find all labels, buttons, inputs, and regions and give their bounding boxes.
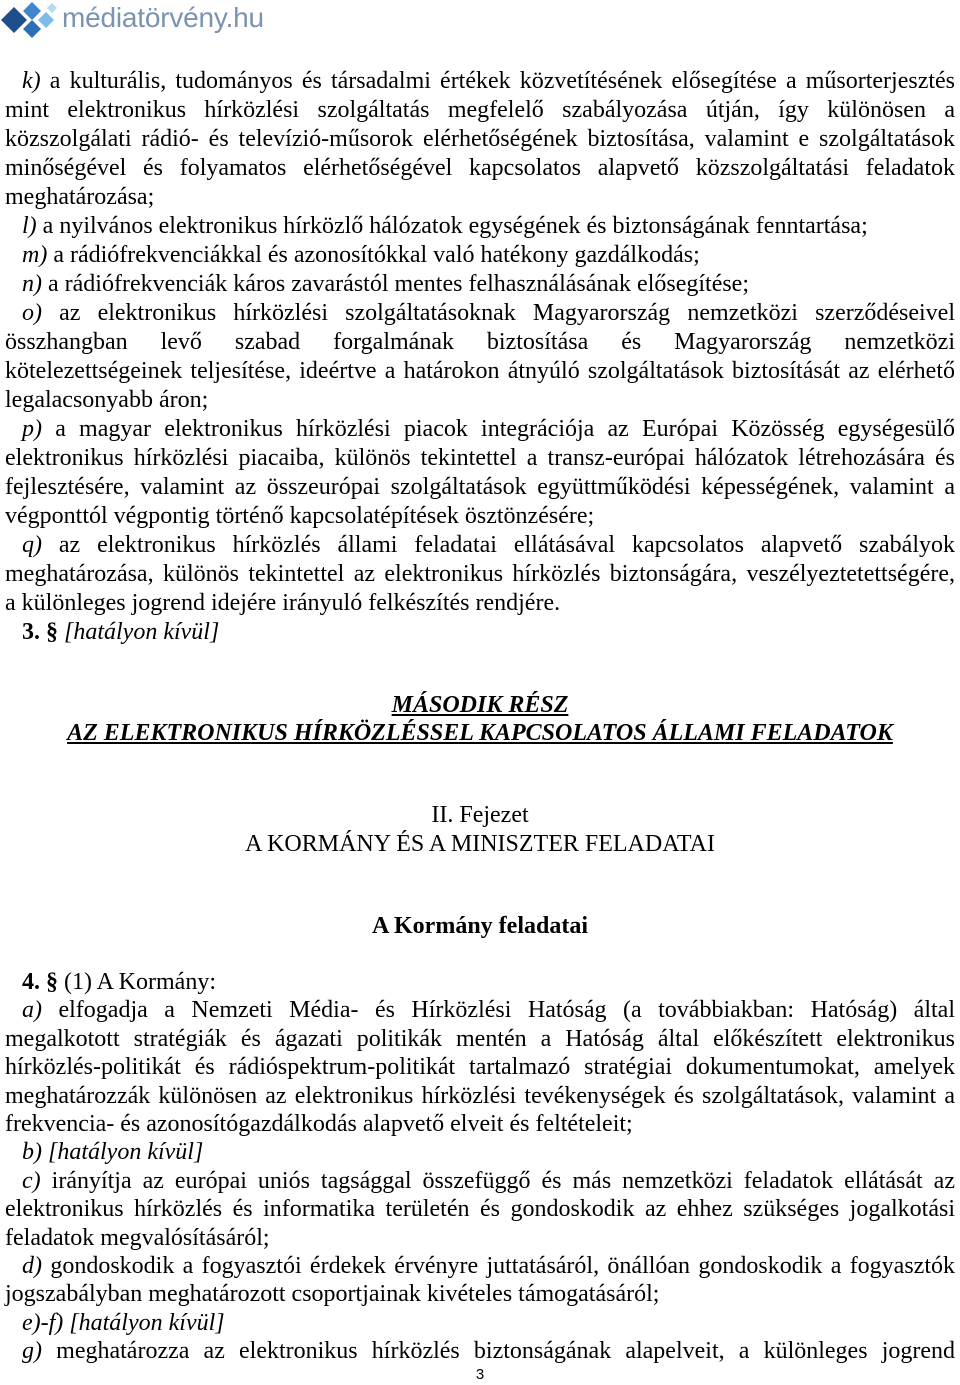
item-label: m): [22, 242, 48, 268]
text-line: [5, 270, 955, 299]
text-line: [5, 473, 955, 502]
diamond-logo-icon: [0, 0, 60, 40]
item-text: a különleges jogrend idejére irányuló felkészítés rendjére.: [5, 590, 561, 616]
text-line: [5, 1082, 955, 1110]
text-line: [5, 386, 955, 415]
text-line: [5, 1224, 955, 1252]
item-text: mint elektronikus hírközlési szolgáltatás megfelelő szabályozása útján, így különösen a: [5, 97, 955, 123]
part-heading: [0, 692, 960, 747]
list-item: [5, 1167, 955, 1252]
logo-diamond-bottom: [23, 20, 41, 38]
item-label: g): [22, 1338, 42, 1365]
item-text: minőségével és folyamatos elérhetőségével kapcsolatos alapvető közszolgáltatási feladatok: [5, 155, 955, 181]
item-text: jogszabályban meghatározott csoportjainak kivételes támogatásáról;: [5, 1281, 660, 1308]
item-label: l): [22, 213, 37, 239]
text-line: [5, 241, 955, 270]
item-text: a rádiófrekvenciákkal és azonosítókkal való hatékony gazdálkodás;: [53, 242, 700, 268]
list-item: [5, 270, 955, 299]
text-line: [5, 212, 955, 241]
list-item: [5, 531, 955, 618]
item-text: az elektronikus hírközlési szolgáltatásoknak Magyarország nemzetközi szerződéseivel: [59, 300, 955, 326]
item-text: a kulturális, tudományos és társadalmi értékek közvetítésének elősegítése a műsorterjesztés: [49, 68, 956, 94]
page-number: 3: [475, 1366, 485, 1383]
text-line: [5, 96, 955, 125]
item-label: k): [22, 68, 41, 94]
text-line: [5, 444, 955, 473]
item-text: végponttól végpontig történő kapcsolatépítések ösztönzésére;: [5, 503, 595, 529]
list-item: [5, 67, 955, 212]
item-text: [hatályon kívül]: [69, 1309, 225, 1336]
text-line: [5, 589, 955, 618]
list-item: [5, 1252, 955, 1309]
section-number: 4. §: [22, 969, 58, 995]
text-line: [5, 1138, 955, 1166]
text-line: [5, 996, 955, 1024]
item-text: a nyilvános elektronikus hírközlő hálózatok egységének és biztonságának fenntartása;: [42, 213, 868, 239]
item-text: hírközlés-politikát és rádióspektrum-politikát tartalmazó stratégiai dokumentumokat, amelyek: [5, 1054, 955, 1081]
item-text: a magyar elektronikus hírközlési piacok integrációja az Európai Közösség egységesülő: [55, 416, 956, 442]
item-text: frekvencia- és azonosítógazdálkodás alapvető elveit és feltételeit;: [5, 1111, 633, 1138]
text-line: [5, 1280, 955, 1308]
list-item: [5, 1337, 955, 1365]
item-label: q): [22, 532, 42, 558]
text-line: [5, 299, 955, 328]
item-text: megalkotott stratégiák és ágazati politikák mentén a Hatóság által előkészített elektronikus: [5, 1025, 955, 1052]
item-text: irányítja az európai uniós tagsággal összefüggő és más nemzetközi feladatok ellátását az: [51, 1167, 955, 1194]
item-text: az elektronikus hírközlés állami feladatai ellátásával kapcsolatos alapvető szabályok: [58, 532, 955, 558]
chapter-title: A KORMÁNY ÉS A MINISZTER FELADATAI: [245, 831, 715, 857]
text-line: [5, 1337, 955, 1365]
list-item: [5, 996, 955, 1138]
text-line: [5, 1110, 955, 1138]
item-text: [hatályon kívül]: [48, 1139, 204, 1166]
item-label: o): [22, 300, 42, 326]
text-line: [5, 183, 955, 212]
section-3-line: [5, 618, 955, 647]
text-line: [5, 531, 955, 560]
part-subtitle: AZ ELEKTRONIKUS HÍRKÖZLÉSSEL KAPCSOLATOS ÁLLAMI FELADATOK: [67, 719, 893, 746]
item-text: meghatározása;: [5, 184, 155, 210]
section-group-title: A Kormány feladatai: [372, 913, 588, 939]
text-line: [5, 1167, 955, 1195]
item-text: meghatározzák különösen az elektronikus hírközlési tevékenységek és szolgáltatások, valamint a: [5, 1082, 955, 1109]
item-text: a rádiófrekvenciák káros zavarástól mentes felhasználásának elősegítése;: [48, 271, 750, 297]
item-text: gondoskodik a fogyasztói érdekek érvényre juttatásáról, önállóan gondoskodik a fogyasztók: [50, 1253, 955, 1280]
logo-text: médiatörvény.hu: [62, 2, 264, 33]
text-line: [5, 154, 955, 183]
list-item: [5, 1309, 955, 1337]
item-text: kötelezettségeinek teljesítése, ideértve a határokon átnyúló szolgáltatások biztosítását az elérhető: [5, 358, 955, 384]
list-item: [5, 241, 955, 270]
logo-diamond-top: [23, 2, 41, 20]
item-label: e)-f): [22, 1309, 64, 1336]
section-4-intro-line: [5, 968, 955, 996]
item-text: meghatározása, különös tekintettel az elektronikus hírközlés biztonságára, veszélyeztetettségére,: [5, 561, 955, 587]
item-text: meghatározza az elektronikus hírközlés biztonságának alapelveit, a különleges jogrend: [56, 1338, 956, 1365]
logo-diamond-right: [38, 12, 54, 28]
section-intro: (1) A Kormány:: [64, 969, 216, 995]
site-logo: [0, 0, 300, 40]
chapter-heading: [0, 801, 960, 859]
text-line: [5, 1025, 955, 1053]
logo-diamond-small: [47, 3, 57, 13]
list-item: [5, 299, 955, 415]
item-text: fejlesztésére, valamint az összeurópai szolgáltatások együttműködési képességének, valamint a: [5, 474, 955, 500]
section-text: [hatályon kívül]: [64, 619, 220, 645]
text-line: [5, 1053, 955, 1081]
item-text: elfogadja a Nemzeti Média- és Hírközlési Hatóság (a továbbiakban: Hatóság) által: [58, 997, 955, 1024]
text-line: [5, 415, 955, 444]
item-label: a): [22, 997, 42, 1024]
item-label: p): [22, 416, 42, 442]
text-line: [5, 1252, 955, 1280]
item-text: elektronikus hírközlés és informatika területén és gondoskodik az ehhez szükséges jogalkotási: [5, 1196, 955, 1223]
text-line: [5, 1195, 955, 1223]
item-text: közszolgálati rádió- és televízió-műsorok elérhetőségének biztosítása, valamint e szolgáltatások: [5, 126, 955, 152]
text-line: [5, 560, 955, 589]
item-text: elektronikus hírközlési piacaiba, különös tekintettel a transz-európai hálózatok létrehozására és: [5, 445, 955, 471]
text-line: [5, 67, 955, 96]
item-label: d): [22, 1253, 42, 1280]
item-label: n): [22, 271, 42, 297]
text-line: [5, 125, 955, 154]
part-title: MÁSODIK RÉSZ: [391, 692, 569, 718]
text-line: [5, 357, 955, 386]
item-label: b): [22, 1139, 42, 1166]
list-item: [5, 212, 955, 241]
item-label: c): [22, 1167, 41, 1194]
section-number: 3. §: [22, 619, 58, 645]
list-item: [5, 415, 955, 531]
item-text: legalacsonyabb áron;: [5, 387, 209, 413]
chapter-number: II. Fejezet: [431, 802, 529, 828]
list-item: [5, 1138, 955, 1166]
item-text: összhangban levő szabad forgalmának biztosítása és Magyarország nemzetközi: [5, 329, 955, 355]
section-4: [5, 968, 955, 1366]
text-line: [5, 1309, 955, 1337]
item-text: feladatok megvalósításáról;: [5, 1224, 270, 1251]
part1-points-list: [5, 67, 955, 647]
text-line: [5, 328, 955, 357]
text-line: [5, 502, 955, 531]
